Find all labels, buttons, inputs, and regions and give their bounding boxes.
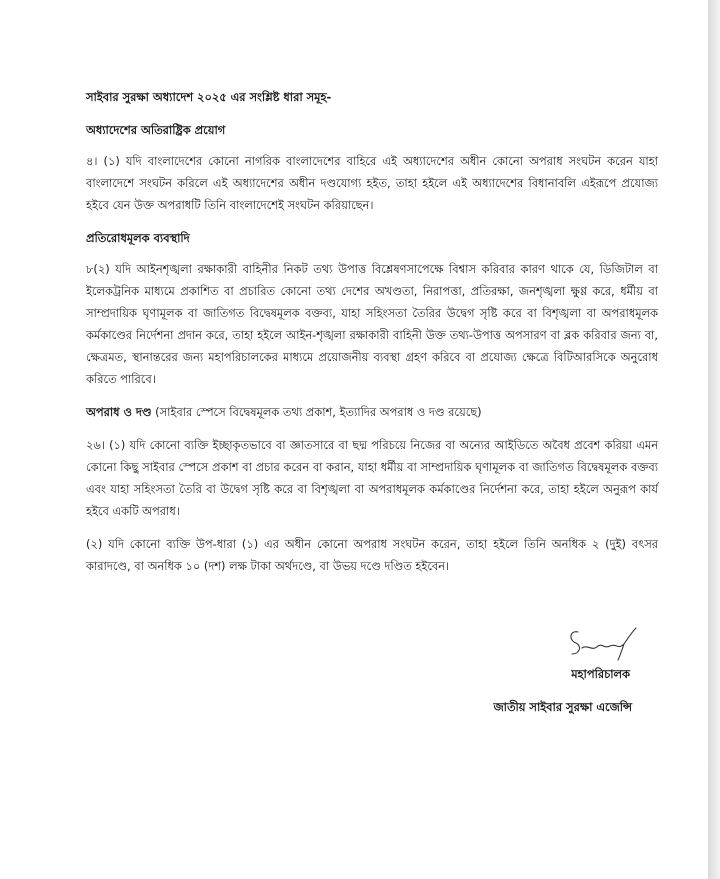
section-heading-extraterritorial: অধ্যাদেশের অতিরাষ্ট্রিক প্রয়োগ <box>86 123 226 137</box>
signature-mark <box>560 616 650 666</box>
offense-paragraph-1: ২৬। (১) যদি কোনো ব্যক্তি ইচ্ছাকৃতভাবে বা জ্ঞাতসারে বা ছদ্ম পরিচয়ে নিজের বা অন্যের আইডিতে অবৈধ প্রবেশ করিয়া এমন কোনো কিছু সাইবার স্পেসে প্রকাশ বা প্রচার করেন বা করান, যাহা ধর্মীয় বা সাম্প্রদায়িক ঘৃণামূলক বা জাতিগত বিদ্বেষমূলক বক্তব্য এবং যাহা সহিংসতা তৈরি বা উদ্বেগ সৃষ্টি করে বা বিশৃঙ্খলা বা অপরাধমূলক কর্মকাণ্ডের নির্দেশনা করে, তাহা হইলে অনুরূপ কার্য হইবে একটি অপরাধ। <box>86 438 658 518</box>
document-body <box>86 86 658 588</box>
page-edge <box>708 0 720 879</box>
offense-heading-note: (সাইবার স্পেসে বিদ্বেষমূলক তথ্য প্রকাশ, ইত্যাদির অপরাধ ও দণ্ড রয়েছে) <box>151 405 482 419</box>
signatory-title: মহাপরিচালক <box>571 667 630 681</box>
section-paragraph-preventive: ৮(২) যদি আইনশৃঙ্খলা রক্ষাকারী বাহিনীর নিকট তথ্য উপাত্ত বিশ্লেষণসাপেক্ষে বিশ্বাস করিবার কারণ থাকে যে, ডিজিটাল বা ইলেকট্রনিক মাধ্যমে প্রকাশিত বা প্রচারিত কোনো তথ্য দেশের অখণ্ডতা, নিরাপত্তা, প্রতিরক্ষা, জনশৃঙ্খলা ক্ষুণ্ণ করে, ধর্মীয় বা সাম্প্রদায়িক ঘৃণামূলক বা জাতিগত বিদ্বেষমূলক বক্তব্য, যাহা সহিংসতা তৈরির উদ্বেগ সৃষ্টি করে বা বিশৃঙ্খলা বা অপরাধমূলক কর্মকাণ্ডের নির্দেশনা প্রদান করে, তাহা হইলে আইন-শৃঙ্খলা রক্ষাকারী বাহিনী উক্ত তথ্য-উপাত্ত অপসারণ বা ব্লক করিবার জন্য বা, ক্ষেত্রমত, স্থানান্তরের জন্য মহাপরিচালকের মাধ্যমে প্রয়োজনীয় ব্যবস্থা গ্রহণ করিবে বা প্রযোজ্য ক্ষেত্রে বিটিআরসিকে অনুরোধ করিতে পারিবে। <box>86 262 658 386</box>
document-title: সাইবার সুরক্ষা অধ্যাদেশ ২০২৫ এর সংশ্লিষ্ট ধারা সমূহ- <box>86 90 332 104</box>
offense-paragraph-2: (২) যদি কোনো ব্যক্তি উপ-ধারা (১) এর অধীন কোনো অপরাধ সংঘটন করেন, তাহা হইলে তিনি অনধিক ২ (দুই) বৎসর কারাদণ্ডে, বা অনধিক ১০ (দশ) লক্ষ টাকা অর্থদণ্ডে, বা উভয় দণ্ডে দণ্ডিত হইবেন। <box>86 537 658 573</box>
signatory-organization: জাতীয় সাইবার সুরক্ষা এজেন্সি <box>493 700 632 714</box>
offense-heading-title: অপরাধ ও দণ্ড <box>86 405 152 419</box>
section-paragraph-extraterritorial: ৪। (১) যদি বাংলাদেশের কোনো নাগরিক বাংলাদেশের বাহিরে এই অধ্যাদেশের অধীন কোনো অপরাধ সংঘটন করেন যাহা বাংলাদেশে সংঘটন করিলে এই অধ্যাদেশের অধীন দণ্ডযোগ্য হইত, তাহা হইলে এই অধ্যাদেশের বিধানাবলি এইরূপে প্রযোজ্য হইবে যেন উক্ত অপরাধটি তিনি বাংলাদেশেই সংঘটন করিয়াছেন। <box>86 154 658 212</box>
section-heading-preventive: প্রতিরোধমূলক ব্যবস্থাদি <box>86 231 190 245</box>
offense-heading <box>86 401 658 423</box>
